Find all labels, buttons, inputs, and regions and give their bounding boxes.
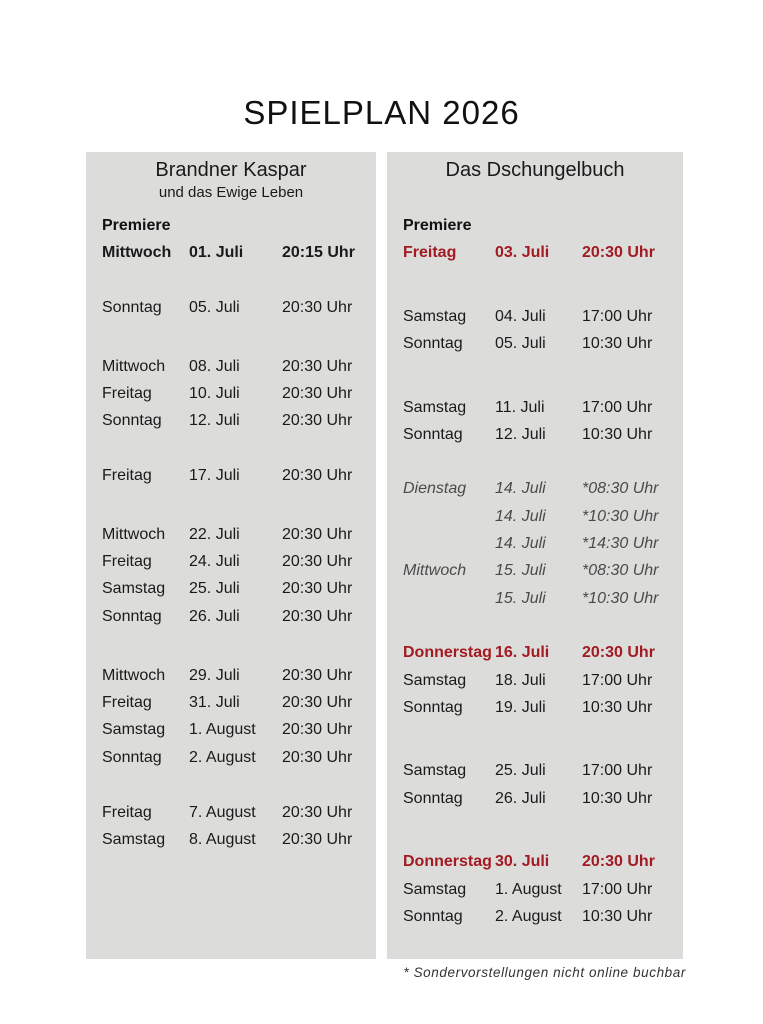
date-text: 2. August — [495, 908, 562, 925]
weekday-text: Samstag — [403, 399, 467, 416]
weekday-text: Mittwoch — [102, 244, 172, 261]
time-text: 20:30 Uhr — [282, 804, 353, 821]
time-text: *14:30 Uhr — [582, 535, 659, 552]
weekday-text: Sonntag — [403, 699, 463, 716]
weekday-text: Sonntag — [403, 426, 463, 443]
show-title: Brandner Kaspar — [155, 159, 307, 181]
weekday-text: Sonntag — [102, 412, 162, 429]
page-title: SPIELPLAN 2026 — [243, 94, 520, 131]
weekday-text: Donnerstag — [403, 853, 492, 870]
date-text: 04. Juli — [495, 308, 546, 325]
footnote: * Sondervorstellungen nicht online buchbar — [403, 965, 686, 980]
date-text: 18. Juli — [495, 672, 546, 689]
date-text: 15. Juli — [495, 562, 546, 579]
date-text: 03. Juli — [495, 244, 550, 261]
time-text: 10:30 Uhr — [582, 790, 653, 807]
date-text: 05. Juli — [495, 335, 546, 352]
date-text: 8. August — [189, 831, 256, 848]
weekday-text: Mittwoch — [102, 526, 166, 543]
time-text: 17:00 Uhr — [582, 672, 653, 689]
weekday-text: Samstag — [403, 308, 467, 325]
date-text: 11. Juli — [495, 399, 545, 416]
weekday-text: Samstag — [102, 831, 166, 848]
time-text: *10:30 Uhr — [582, 508, 659, 525]
date-text: 25. Juli — [495, 762, 546, 779]
weekday-text: Freitag — [102, 694, 152, 711]
date-text: 26. Juli — [495, 790, 546, 807]
date-text: 15. Juli — [495, 590, 546, 607]
time-text: 17:00 Uhr — [582, 399, 653, 416]
weekday-text: Sonntag — [403, 790, 463, 807]
time-text: *08:30 Uhr — [582, 480, 659, 497]
weekday-text: Freitag — [102, 467, 152, 484]
time-text: *08:30 Uhr — [582, 562, 659, 579]
date-text: 19. Juli — [495, 699, 546, 716]
date-text: 05. Juli — [189, 299, 240, 316]
date-text: 7. August — [189, 804, 256, 821]
date-text: 2. August — [189, 749, 256, 766]
time-text: 20:30 Uhr — [582, 644, 655, 661]
date-text: 25. Juli — [189, 580, 240, 597]
show-title: Das Dschungelbuch — [445, 159, 625, 181]
date-text: 12. Juli — [495, 426, 546, 443]
time-text: 10:30 Uhr — [582, 699, 653, 716]
time-text: 20:30 Uhr — [282, 831, 353, 848]
date-text: 24. Juli — [189, 553, 240, 570]
date-text: 08. Juli — [189, 358, 240, 375]
weekday-text: Mittwoch — [403, 562, 467, 579]
weekday-text: Sonntag — [403, 335, 463, 352]
date-text: 12. Juli — [189, 412, 240, 429]
time-text: 20:15 Uhr — [282, 244, 355, 261]
weekday-text: Freitag — [403, 244, 457, 261]
date-text: 16. Juli — [495, 644, 550, 661]
time-text: 20:30 Uhr — [282, 385, 353, 402]
weekday-text: Sonntag — [102, 608, 162, 625]
date-text: 22. Juli — [189, 526, 240, 543]
date-text: 1. August — [189, 721, 256, 738]
premiere-label: Premiere — [403, 217, 472, 234]
weekday-text: Dienstag — [403, 480, 467, 497]
time-text: 20:30 Uhr — [282, 608, 353, 625]
weekday-text: Sonntag — [102, 299, 162, 316]
date-text: 10. Juli — [189, 385, 240, 402]
schedule-panel-brandner-kaspar — [86, 152, 376, 959]
weekday-text: Freitag — [102, 553, 152, 570]
date-text: 31. Juli — [189, 694, 240, 711]
date-text: 26. Juli — [189, 608, 240, 625]
time-text: 20:30 Uhr — [582, 244, 655, 261]
weekday-text: Samstag — [403, 672, 467, 689]
date-text: 17. Juli — [189, 467, 240, 484]
time-text: 20:30 Uhr — [282, 299, 353, 316]
weekday-text: Mittwoch — [102, 667, 166, 684]
time-text: 20:30 Uhr — [282, 467, 353, 484]
time-text: 17:00 Uhr — [582, 881, 653, 898]
premiere-label: Premiere — [102, 217, 171, 234]
time-text: 10:30 Uhr — [582, 426, 653, 443]
weekday-text: Samstag — [403, 881, 467, 898]
weekday-text: Mittwoch — [102, 358, 166, 375]
weekday-text: Freitag — [102, 385, 152, 402]
date-text: 14. Juli — [495, 508, 546, 525]
date-text: 30. Juli — [495, 853, 550, 870]
time-text: 20:30 Uhr — [282, 667, 353, 684]
date-text: 14. Juli — [495, 480, 546, 497]
weekday-text: Donnerstag — [403, 644, 492, 661]
time-text: 10:30 Uhr — [582, 908, 653, 925]
show-subtitle: und das Ewige Leben — [158, 184, 304, 201]
weekday-text: Samstag — [102, 580, 166, 597]
time-text: 20:30 Uhr — [582, 853, 655, 870]
date-text: 14. Juli — [495, 535, 546, 552]
time-text: 20:30 Uhr — [282, 553, 353, 570]
weekday-text: Freitag — [102, 804, 152, 821]
time-text: 17:00 Uhr — [582, 308, 653, 325]
time-text: 20:30 Uhr — [282, 749, 353, 766]
weekday-text: Samstag — [102, 721, 166, 738]
time-text: 20:30 Uhr — [282, 412, 353, 429]
time-text: *10:30 Uhr — [582, 590, 659, 607]
date-text: 01. Juli — [189, 244, 244, 261]
weekday-text: Sonntag — [403, 908, 463, 925]
schedule-panel-dschungelbuch — [387, 152, 683, 959]
time-text: 20:30 Uhr — [282, 526, 353, 543]
time-text: 20:30 Uhr — [282, 694, 353, 711]
time-text: 17:00 Uhr — [582, 762, 653, 779]
time-text: 20:30 Uhr — [282, 580, 353, 597]
time-text: 10:30 Uhr — [582, 335, 653, 352]
time-text: 20:30 Uhr — [282, 358, 353, 375]
weekday-text: Samstag — [403, 762, 467, 779]
weekday-text: Sonntag — [102, 749, 162, 766]
time-text: 20:30 Uhr — [282, 721, 353, 738]
date-text: 1. August — [495, 881, 562, 898]
date-text: 29. Juli — [189, 667, 240, 684]
